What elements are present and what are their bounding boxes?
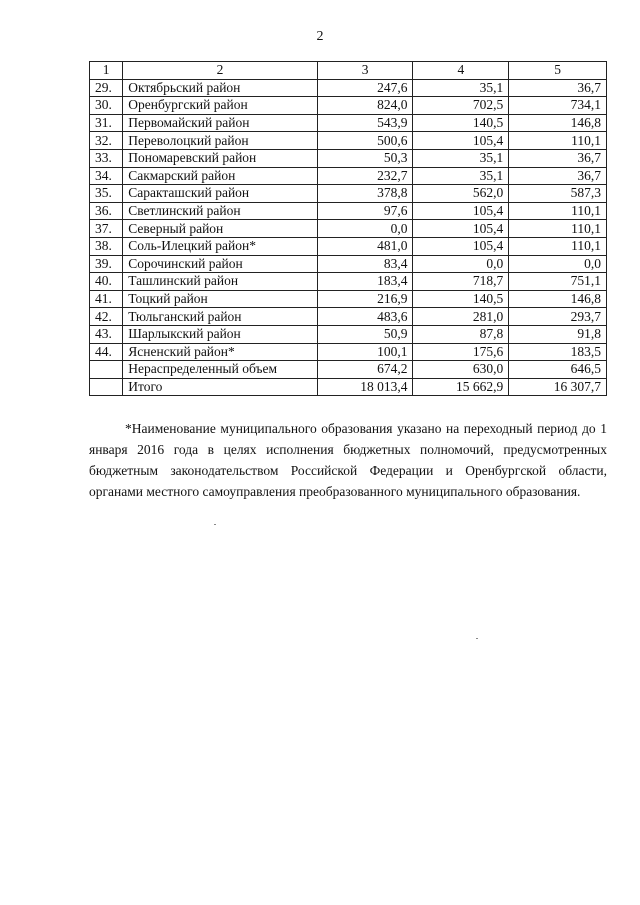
value-col5: 734,1 xyxy=(509,97,607,115)
value-col3: 216,9 xyxy=(317,290,413,308)
table-row xyxy=(90,343,607,361)
value-col3: 500,6 xyxy=(317,132,413,150)
value-col5: 146,8 xyxy=(509,114,607,132)
column-header-2: 2 xyxy=(123,62,318,80)
district-name: Шарлыкский район xyxy=(123,325,318,343)
table-row xyxy=(90,237,607,255)
value-col5: 183,5 xyxy=(509,343,607,361)
table-body xyxy=(90,79,607,378)
value-col5: 293,7 xyxy=(509,308,607,326)
value-col3: 183,4 xyxy=(317,273,413,291)
value-col5: 0,0 xyxy=(509,255,607,273)
value-col3: 83,4 xyxy=(317,255,413,273)
total-col5: 16 307,7 xyxy=(509,378,607,396)
table-row xyxy=(90,185,607,203)
value-col5: 146,8 xyxy=(509,290,607,308)
value-col4: 0,0 xyxy=(413,255,509,273)
row-number: 30. xyxy=(90,97,123,115)
district-name: Первомайский район xyxy=(123,114,318,132)
budget-table xyxy=(89,61,607,396)
row-number: 37. xyxy=(90,220,123,238)
value-col3: 50,3 xyxy=(317,149,413,167)
district-name: Сакмарский район xyxy=(123,167,318,185)
column-header-1: 1 xyxy=(90,62,123,80)
table-row xyxy=(90,308,607,326)
row-number: 43. xyxy=(90,325,123,343)
row-number: 35. xyxy=(90,185,123,203)
district-name: Соль-Илецкий район* xyxy=(123,237,318,255)
row-number: 36. xyxy=(90,202,123,220)
value-col5: 110,1 xyxy=(509,202,607,220)
value-col3: 50,9 xyxy=(317,325,413,343)
district-name: Октябрьский район xyxy=(123,79,318,97)
total-row xyxy=(90,378,607,396)
row-number: 40. xyxy=(90,273,123,291)
value-col4: 702,5 xyxy=(413,97,509,115)
table-row xyxy=(90,132,607,150)
row-number: 33. xyxy=(90,149,123,167)
district-name: Саракташский район xyxy=(123,185,318,203)
value-col3: 0,0 xyxy=(317,220,413,238)
row-number: 39. xyxy=(90,255,123,273)
district-name: Оренбургский район xyxy=(123,97,318,115)
table-row xyxy=(90,167,607,185)
value-col4: 105,4 xyxy=(413,132,509,150)
value-col3: 483,6 xyxy=(317,308,413,326)
value-col4: 281,0 xyxy=(413,308,509,326)
footnote-text: *Наименование муниципального образования указано на переходный период до 1 января 2016 года в целях исполнения бюджетных полномочий, предусмотренных бюджетным законодательством Российской Федерации и Оренбургской области, органами местного самоуправления преобразованного муниципального образования. xyxy=(89,421,607,499)
value-col5: 36,7 xyxy=(509,79,607,97)
value-col4: 140,5 xyxy=(413,290,509,308)
total-col3: 18 013,4 xyxy=(317,378,413,396)
value-col5: 110,1 xyxy=(509,237,607,255)
value-col3: 674,2 xyxy=(317,361,413,379)
value-col4: 562,0 xyxy=(413,185,509,203)
table-row xyxy=(90,273,607,291)
district-name: Ясненский район* xyxy=(123,343,318,361)
total-col4: 15 662,9 xyxy=(413,378,509,396)
row-number xyxy=(90,361,123,379)
row-number: 34. xyxy=(90,167,123,185)
row-number: 32. xyxy=(90,132,123,150)
table-row xyxy=(90,79,607,97)
page-number: 2 xyxy=(316,29,324,44)
value-col3: 543,9 xyxy=(317,114,413,132)
value-col4: 35,1 xyxy=(413,79,509,97)
value-col3: 247,6 xyxy=(317,79,413,97)
district-name: Тоцкий район xyxy=(123,290,318,308)
scan-speck xyxy=(476,638,478,639)
row-number: 38. xyxy=(90,237,123,255)
value-col3: 97,6 xyxy=(317,202,413,220)
value-col4: 105,4 xyxy=(413,202,509,220)
district-name: Ташлинский район xyxy=(123,273,318,291)
value-col4: 35,1 xyxy=(413,149,509,167)
value-col4: 175,6 xyxy=(413,343,509,361)
value-col4: 140,5 xyxy=(413,114,509,132)
value-col3: 232,7 xyxy=(317,167,413,185)
district-name: Северный район xyxy=(123,220,318,238)
value-col3: 824,0 xyxy=(317,97,413,115)
value-col5: 36,7 xyxy=(509,167,607,185)
value-col5: 587,3 xyxy=(509,185,607,203)
column-header-4: 4 xyxy=(413,62,509,80)
row-number: 41. xyxy=(90,290,123,308)
table-row xyxy=(90,220,607,238)
value-col3: 378,8 xyxy=(317,185,413,203)
district-name: Переволоцкий район xyxy=(123,132,318,150)
row-number: 44. xyxy=(90,343,123,361)
value-col4: 718,7 xyxy=(413,273,509,291)
district-name: Светлинский район xyxy=(123,202,318,220)
district-name: Пономаревский район xyxy=(123,149,318,167)
row-number: 29. xyxy=(90,79,123,97)
table-row xyxy=(90,325,607,343)
district-name: Тюльганский район xyxy=(123,308,318,326)
table-row xyxy=(90,114,607,132)
value-col5: 751,1 xyxy=(509,273,607,291)
value-col4: 105,4 xyxy=(413,220,509,238)
district-name: Нераспределенный объем xyxy=(123,361,318,379)
value-col4: 105,4 xyxy=(413,237,509,255)
table-row xyxy=(90,255,607,273)
scan-speck xyxy=(214,524,216,525)
total-label: Итого xyxy=(123,378,318,396)
value-col4: 35,1 xyxy=(413,167,509,185)
column-header-3: 3 xyxy=(317,62,413,80)
value-col5: 646,5 xyxy=(509,361,607,379)
district-name: Сорочинский район xyxy=(123,255,318,273)
value-col4: 630,0 xyxy=(413,361,509,379)
table-row xyxy=(90,202,607,220)
value-col4: 87,8 xyxy=(413,325,509,343)
column-header-5: 5 xyxy=(509,62,607,80)
value-col5: 110,1 xyxy=(509,220,607,238)
value-col3: 100,1 xyxy=(317,343,413,361)
total-number-cell xyxy=(90,378,123,396)
table-row xyxy=(90,361,607,379)
table-row xyxy=(90,97,607,115)
table-row xyxy=(90,290,607,308)
row-number: 31. xyxy=(90,114,123,132)
value-col5: 91,8 xyxy=(509,325,607,343)
value-col3: 481,0 xyxy=(317,237,413,255)
footnote xyxy=(89,418,607,502)
table-header-row xyxy=(90,62,607,80)
table-row xyxy=(90,149,607,167)
value-col5: 36,7 xyxy=(509,149,607,167)
row-number: 42. xyxy=(90,308,123,326)
value-col5: 110,1 xyxy=(509,132,607,150)
